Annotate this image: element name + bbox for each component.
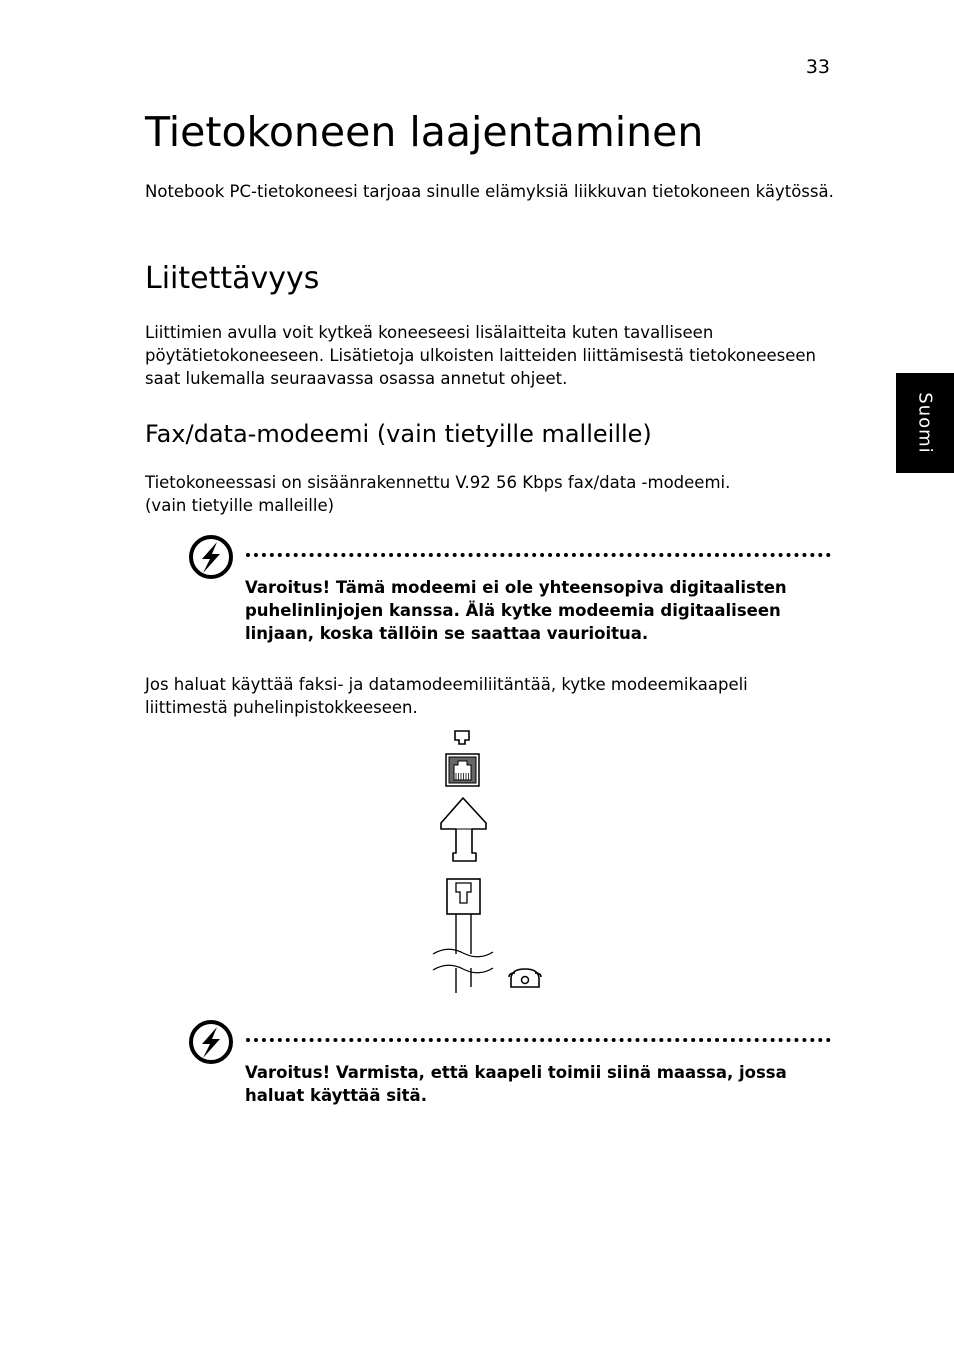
modem-description-line-1: Tietokoneessasi on sisäänrakennettu V.92 56 Kbps fax/data -modeemi. [145, 473, 731, 492]
lightning-warning-icon [188, 534, 234, 580]
subsection-heading: Fax/data-modeemi (vain tietyille malleille) [145, 420, 652, 448]
section-heading: Liitettävyys [145, 261, 320, 296]
intro-paragraph: Notebook PC-tietokoneesi tarjoaa sinulle elämyksiä liikkuvan tietokoneen käytössä. [145, 182, 834, 201]
warning-divider [246, 553, 831, 557]
modem-description [145, 471, 835, 517]
modem-connection-diagram [425, 725, 550, 1000]
instruction-paragraph: Jos haluat käyttää faksi- ja datamodeemiliitäntää, kytke modeemikaapeli liittimestä puhelinpistokkeeseen. [145, 675, 748, 717]
language-tab [896, 373, 954, 473]
modem-description-line-2: (vain tietyille malleille) [145, 496, 335, 515]
warning-divider [246, 1038, 831, 1042]
telephone-icon [509, 969, 541, 987]
page-title: Tietokoneen laajentaminen [145, 108, 704, 156]
warning-text-2: Varoitus! Varmista, että kaapeli toimii siinä maassa, jossa haluat käyttää sitä. [245, 1063, 787, 1105]
cable [433, 914, 493, 993]
modem-port-icon [455, 731, 469, 744]
page-number: 33 [805, 56, 830, 78]
rj11-jack-icon [446, 754, 479, 786]
rj11-plug-icon [447, 879, 480, 914]
arrow-up-icon [441, 798, 486, 861]
warning-text-1: Varoitus! Tämä modeemi ei ole yhteensopiva digitaalisten puhelinlinjojen kanssa. Älä kytke modeemia digitaaliseen linjaan, koska tällöin se saattaa vaurioitua. [245, 578, 787, 643]
section-paragraph: Liittimien avulla voit kytkeä koneeseesi lisälaitteita kuten tavalliseen pöytätietokoneeseen. Lisätietoja ulkoisten laitteiden liittämisestä tietokoneeseen saat lukemalla seuraavassa osassa annetut ohjeet. [145, 323, 817, 388]
lightning-warning-icon [188, 1019, 234, 1065]
language-tab-label: Suomi [914, 392, 936, 454]
